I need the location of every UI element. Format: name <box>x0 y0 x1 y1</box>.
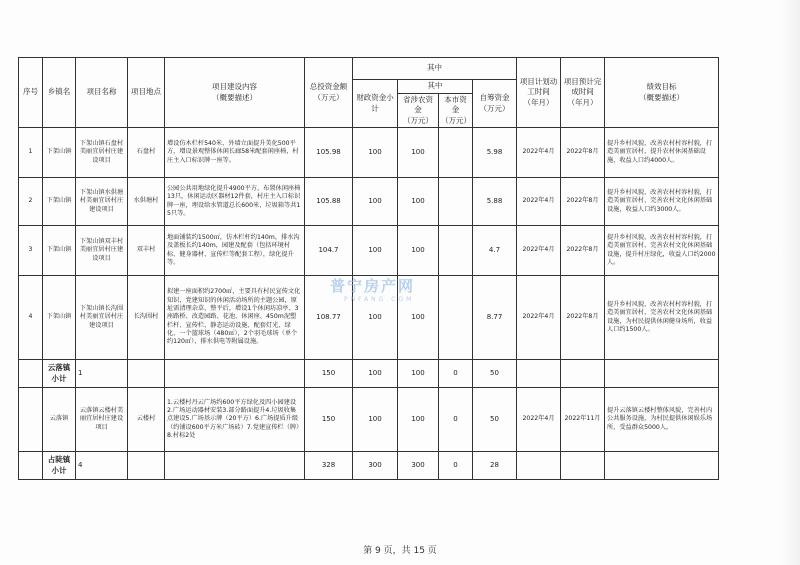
header-province <box>398 94 439 128</box>
row-goal: 提升乡村风貌，改善农村村容村貌，打造美丽宜居村，完善农村文化休闲基础设施，提升村庄绿化，收益人口约2000人。 <box>605 226 719 276</box>
row-total: 150 <box>305 388 353 452</box>
row-total: 105.88 <box>305 178 353 226</box>
row-city <box>439 178 473 226</box>
row-start: 2022年4月 <box>517 178 561 226</box>
row-self: 4.7 <box>473 226 517 276</box>
row-finish: 2022年8月 <box>561 178 605 226</box>
watermark-cn: 普宁房产网 <box>330 277 416 295</box>
row-province: 100 <box>398 226 439 276</box>
row-start: 2022年4月 <box>517 388 561 452</box>
header-self-title: 自筹资金 <box>479 93 510 103</box>
row-self: 5.98 <box>473 128 517 178</box>
row-goal: 提升乡村风貌，改善农村村容村貌，打造美丽宜居村，完善农村文化休闲基础设施，为村民提供休闲健身场所，收益人口约1500人。 <box>605 276 719 360</box>
row-town: 下架山镇 <box>43 178 76 226</box>
watermark-en: PNFANG.COM <box>344 296 415 303</box>
subtotal-finance: 100 <box>353 360 398 388</box>
subtotal-city: 0 <box>439 360 473 388</box>
row-finish: 2022年11月 <box>561 388 605 452</box>
row-province: 100 <box>398 276 439 360</box>
header-place: 项目地点 <box>128 58 165 128</box>
row-town: 下架山镇 <box>43 276 76 360</box>
header-name: 项目名称 <box>76 58 128 128</box>
row-seq: 2 <box>19 178 43 226</box>
row-name: 下架山镇双丰村美丽宜居村庄建设项目 <box>76 226 128 276</box>
header-seq: 序号 <box>19 58 43 128</box>
subtotal-label: 云落镇小计 <box>43 360 76 388</box>
row-town: 下架山镇 <box>43 128 76 178</box>
row-place: 石盘村 <box>128 128 165 178</box>
row-seq: 1 <box>19 128 43 178</box>
row-province: 100 <box>398 178 439 226</box>
header-total <box>305 58 353 128</box>
subtotal-total: 328 <box>305 452 353 480</box>
header-finish <box>561 58 605 128</box>
header-town: 乡镇名 <box>43 58 76 128</box>
header-start-title: 项目计划动工时间 <box>519 77 558 97</box>
row-finance: 100 <box>353 276 398 360</box>
row-province: 100 <box>398 388 439 452</box>
header-city-title: 本市资金 <box>444 95 467 115</box>
table-row <box>19 128 719 178</box>
header-province-title: 省涉农资金 <box>403 95 433 115</box>
row-self: 50 <box>473 388 517 452</box>
header-total-title: 总投资金额 <box>309 82 348 92</box>
row-province: 100 <box>398 128 439 178</box>
subtotal-finance: 300 <box>353 452 398 480</box>
header-among2: 其中 <box>398 80 473 94</box>
subtotal-city: 0 <box>439 452 473 480</box>
subtotal-province: 100 <box>398 360 439 388</box>
header-start <box>517 58 561 128</box>
table-row <box>19 178 719 226</box>
subtotal-total: 150 <box>305 360 353 388</box>
header-city-unit: （万元） <box>441 115 471 125</box>
row-finish: 2022年8月 <box>561 276 605 360</box>
header-total-unit: （万元） <box>313 92 344 102</box>
header-content-title: 项目建设内容 <box>212 82 257 92</box>
table-row <box>19 276 719 360</box>
header-self-unit: （万元） <box>479 103 510 113</box>
row-total: 105.98 <box>305 128 353 178</box>
header-finance: 财政资金小计 <box>353 80 398 128</box>
row-town: 云落镇 <box>43 388 76 452</box>
header-start-unit: （年月） <box>523 97 554 107</box>
subtotal-province: 300 <box>398 452 439 480</box>
table-row <box>19 388 719 452</box>
header-city <box>439 94 473 128</box>
row-city <box>439 128 473 178</box>
row-goal: 提升云落镇云楼村整体风貌，完善村内公共服务设施，为村民提供休闲娱乐场所，受益群众5000人。 <box>605 388 719 452</box>
row-content: 拟建一座面积约2700㎡，主要具有村民宣传文化知识，党建知识的休闲活动场所的主题公园，原址需清理杂草，整平后，增设1个休闲坊凉亭、3座路桥、改造园路、花池、休闲座、450m泥塑栏杆、宣传栏、静态运动设施、配套灯光、绿化、一个篮球场（480㎡），2个羽毛球场（单个约120㎡），排水供电等附属设施。 <box>165 276 305 360</box>
row-city <box>439 276 473 360</box>
row-place: 水供塘村 <box>128 178 165 226</box>
row-finance: 100 <box>353 226 398 276</box>
row-seq: 4 <box>19 276 43 360</box>
header-goal-sub: （概要描述） <box>639 92 684 102</box>
row-content: 1.云楼村丹云广场约600平方绿化及四小园建设 2.广场运动器材安装3.部分路面提升4.垃圾收集点建设5.广场基示牌（20平方）6.广场提质升级（约铺设600平方米广场砖）7.党建宣传栏（牌）8.村标2处 <box>165 388 305 452</box>
header-among: 其中 <box>353 58 517 80</box>
row-name: 下架山镇石盘村美丽宜居村庄建设项目 <box>76 128 128 178</box>
header-finish-unit: （年月） <box>567 97 598 107</box>
subtotal-row <box>19 452 719 480</box>
row-name: 下架山镇长沟围村美丽宜居村庄建设项目 <box>76 276 128 360</box>
row-self: 8.77 <box>473 276 517 360</box>
row-finance: 100 <box>353 178 398 226</box>
header-content <box>165 58 305 128</box>
row-content: 增设仿木栏杆540米、外墙立面提升美化500平方，增设景观整体休闲长廊58米配套闲座椅，村庄主入口标识牌一座等。 <box>165 128 305 178</box>
subtotal-self: 50 <box>473 360 517 388</box>
row-finance: 100 <box>353 128 398 178</box>
header-province-unit: （万元） <box>403 115 433 125</box>
header-self <box>473 80 517 128</box>
row-start: 2022年4月 <box>517 276 561 360</box>
row-total: 108.77 <box>305 276 353 360</box>
header-content-sub: （概要描述） <box>212 92 257 102</box>
row-self: 5.88 <box>473 178 517 226</box>
page-footer: 第 9 页，共 15 页 <box>363 546 437 556</box>
row-start: 2022年4月 <box>517 128 561 178</box>
subtotal-count: 1 <box>76 360 128 388</box>
row-finish: 2022年8月 <box>561 128 605 178</box>
subtotal-label: 占陡镇小计 <box>43 452 76 480</box>
row-goal: 提升乡村风貌，改善农村村容村貌，打造美丽宜居村，提升农村休闲基础设施，收益人口约4000人。 <box>605 128 719 178</box>
row-goal: 提升乡村风貌，改善农村村容村貌，打造美丽宜居村，完善农村文化休闲基础设施，收益人口约3000人。 <box>605 178 719 226</box>
table-row <box>19 226 719 276</box>
header-goal <box>605 58 719 128</box>
row-place: 长沟围村 <box>128 276 165 360</box>
subtotal-row <box>19 360 719 388</box>
subtotal-count: 4 <box>76 452 128 480</box>
row-content: 公园公共用地绿化提升4900平方、布置休闲座椅13只，休闲运动区器材12件套，村庄主入口标识牌一座，埋设给水管道总长600米，垃圾箱等共15只等。 <box>165 178 305 226</box>
row-name: 云落镇云楼村美丽宜居村庄建设项目 <box>76 388 128 452</box>
row-finance: 100 <box>353 388 398 452</box>
row-finish: 2022年8月 <box>561 226 605 276</box>
row-place: 云楼村 <box>128 388 165 452</box>
row-name: 下架山镇水供塘村美丽宜居村庄建设项目 <box>76 178 128 226</box>
row-seq: 3 <box>19 226 43 276</box>
header-goal-title: 绩效目标 <box>646 82 677 92</box>
project-table <box>18 57 719 480</box>
subtotal-self: 28 <box>473 452 517 480</box>
row-place: 双丰村 <box>128 226 165 276</box>
row-town: 下架山镇 <box>43 226 76 276</box>
row-city <box>439 226 473 276</box>
row-content: 地面铺装约1500㎡，仿木栏杆约140m，排水沟及盖板长约140m，园建及配套（包括环境村标、健身器材、宣传栏等配套工程），绿化提升等。 <box>165 226 305 276</box>
row-total: 104.7 <box>305 226 353 276</box>
row-start: 2022年4月 <box>517 226 561 276</box>
row-city: 0 <box>439 388 473 452</box>
header-finish-title: 项目预计完成时间 <box>563 77 602 97</box>
scan-edge <box>780 0 800 565</box>
